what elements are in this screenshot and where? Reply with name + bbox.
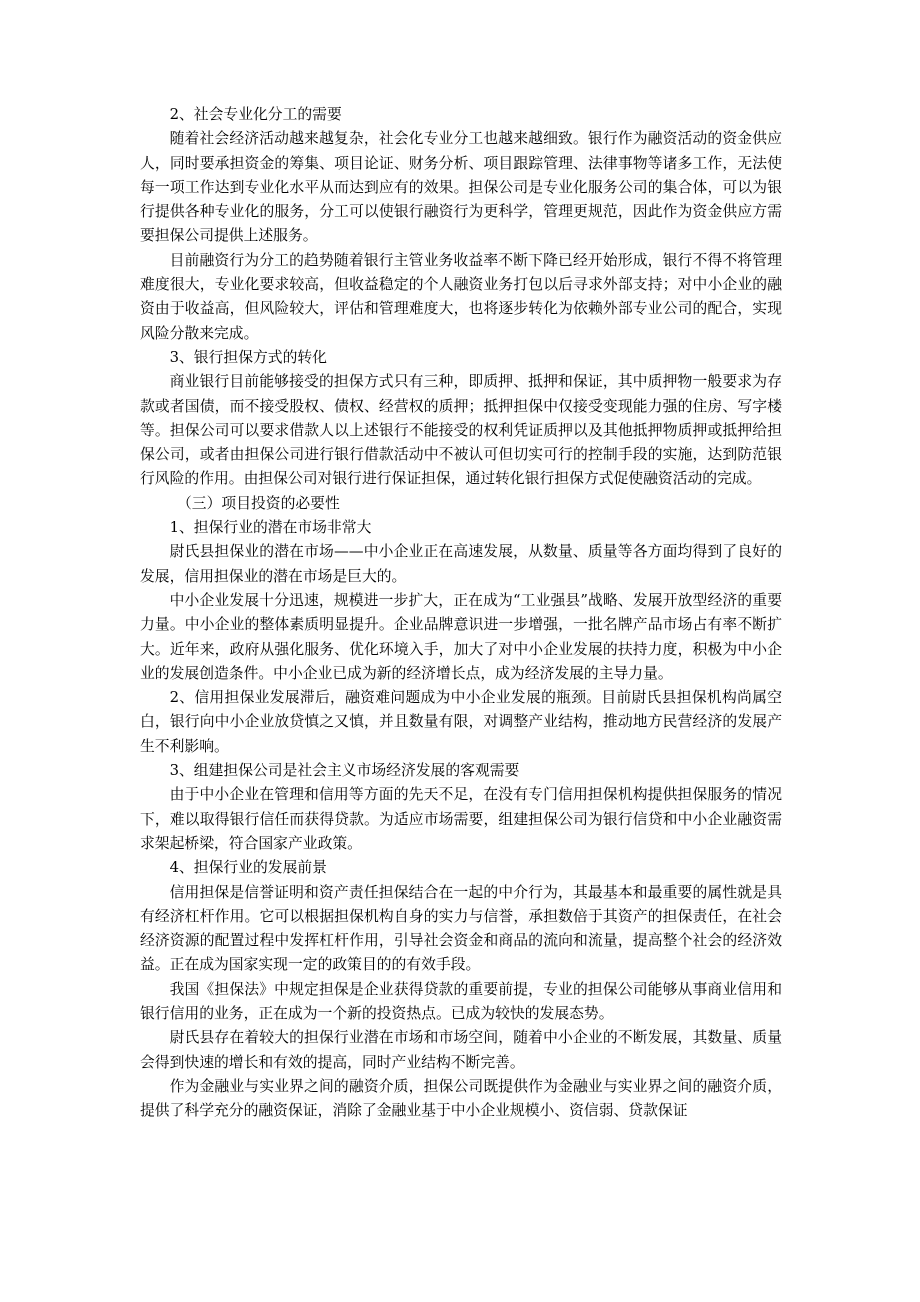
paragraph: 作为金融业与实业界之间的融资介质，担保公司既提供作为金融业与实业界之间的融资介质，提供了科学充分的融资保证，消除了金融业基于中小企业规模小、资信弱、贷款保证 bbox=[140, 1077, 782, 1120]
paragraph: 随着社会经济活动越来越复杂，社会化专业分工也越来越细致。银行作为融资活动的资金供应人，同时要承担资金的筹集、项目论证、财务分析、项目跟踪管理、法律事物等诸多工作，无法使每一项工作达到专业化水平从而达到应有的效果。担保公司是专业化服务公司的集合体，可以为银行提供各种专业化的服务，分工可以使银行融资行为更科学，管理更规范，因此作为资金供应方需要担保公司提供上述服务。 bbox=[140, 130, 782, 245]
paragraph: 尉氏县存在着较大的担保行业潜在市场和市场空间，随着中小企业的不断发展，其数量、质量会得到快速的增长和有效的提高，同时产业结构不断完善。 bbox=[140, 1029, 782, 1071]
section-heading: 4、担保行业的发展前景 bbox=[169, 859, 327, 877]
paragraph: 2、信用担保业发展滞后，融资难问题成为中小企业发展的瓶颈。目前尉氏县担保机构尚属空白，银行向中小企业放贷慎之又慎，并且数量有限，对调整产业结构，推动地方民营经济的发展产生不利影响。 bbox=[140, 689, 782, 755]
paragraph: 目前融资行为分工的趋势随着银行主管业务收益率不断下降已经开始形成，银行不得不将管理难度很大，专业化要求较高，但收益稳定的个人融资业务打包以后寻求外部支持；对中小企业的融资由于收益高，但风险较大，评估和管理难度大，也将逐步转化为依赖外部专业公司的配合，实现风险分散来完成。 bbox=[140, 251, 782, 342]
paragraph: 由于中小企业在管理和信用等方面的先天不足，在没有专门信用担保机构提供担保服务的情况下，难以取得银行信任而获得贷款。为适应市场需要，组建担保公司为银行信贷和中小企业融资需求架起桥梁，符合国家产业政策。 bbox=[140, 786, 782, 852]
subsection-heading: （三）项目投资的必要性 bbox=[177, 494, 340, 512]
section-heading: 2、社会专业化分工的需要 bbox=[169, 106, 342, 123]
document-body bbox=[140, 103, 782, 1123]
section-heading: 3、银行担保方式的转化 bbox=[169, 348, 327, 366]
paragraph: 商业银行目前能够接受的担保方式只有三种，即质押、抵押和保证，其中质押物一般要求为存款或者国债，而不接受股权、债权、经营权的质押；抵押担保中仅接受变现能力强的住房、写字楼等。担保公司可以要求借款人以上述银行不能接受的权利凭证质押以及其他抵押物质押或抵押给担保公司，或者由担保公司进行银行借款活动中不被认可但切实可行的控制手段的实施，达到防范银行风险的作用。由担保公司对银行进行保证担保，通过转化银行担保方式促使融资活动的完成。 bbox=[140, 373, 782, 488]
paragraph: 尉氏县担保业的潜在市场——中小企业正在高速发展，从数量、质量等各方面均得到了良好的发展，信用担保业的潜在市场是巨大的。 bbox=[140, 543, 782, 585]
paragraph: 信用担保是信誉证明和资产责任担保结合在一起的中介行为，其最基本和最重要的属性就是具有经济杠杆作用。它可以根据担保机构自身的实力与信誉，承担数倍于其资产的担保责任，在社会经济资源的配置过程中发挥杠杆作用，引导社会资金和商品的流向和流量，提高整个社会的经济效益。正在成为国家实现一定的政策目的的有效手段。 bbox=[140, 883, 782, 974]
section-heading: 3、组建担保公司是社会主义市场经济发展的客观需要 bbox=[169, 762, 520, 780]
paragraph: 我国《担保法》中规定担保是企业获得贷款的重要前提，专业的担保公司能够从事商业信用和银行信用的业务，正在成为一个新的投资热点。已成为较快的发展态势。 bbox=[140, 980, 782, 1022]
section-heading: 1、担保行业的潜在市场非常大 bbox=[169, 519, 372, 537]
paragraph: 中小企业发展十分迅速，规模进一步扩大，正在成为“工业强县”战略、发展开放型经济的重要力量。中小企业的整体素质明显提升。企业品牌意识进一步增强，一批名牌产品市场占有率不断扩大。近年来，政府从强化服务、优化环境入手，加大了对中小企业发展的扶持力度，积极为中小企业的发展创造条件。中小企业已成为新的经济增长点，成为经济发展的主导力量。 bbox=[140, 591, 782, 682]
